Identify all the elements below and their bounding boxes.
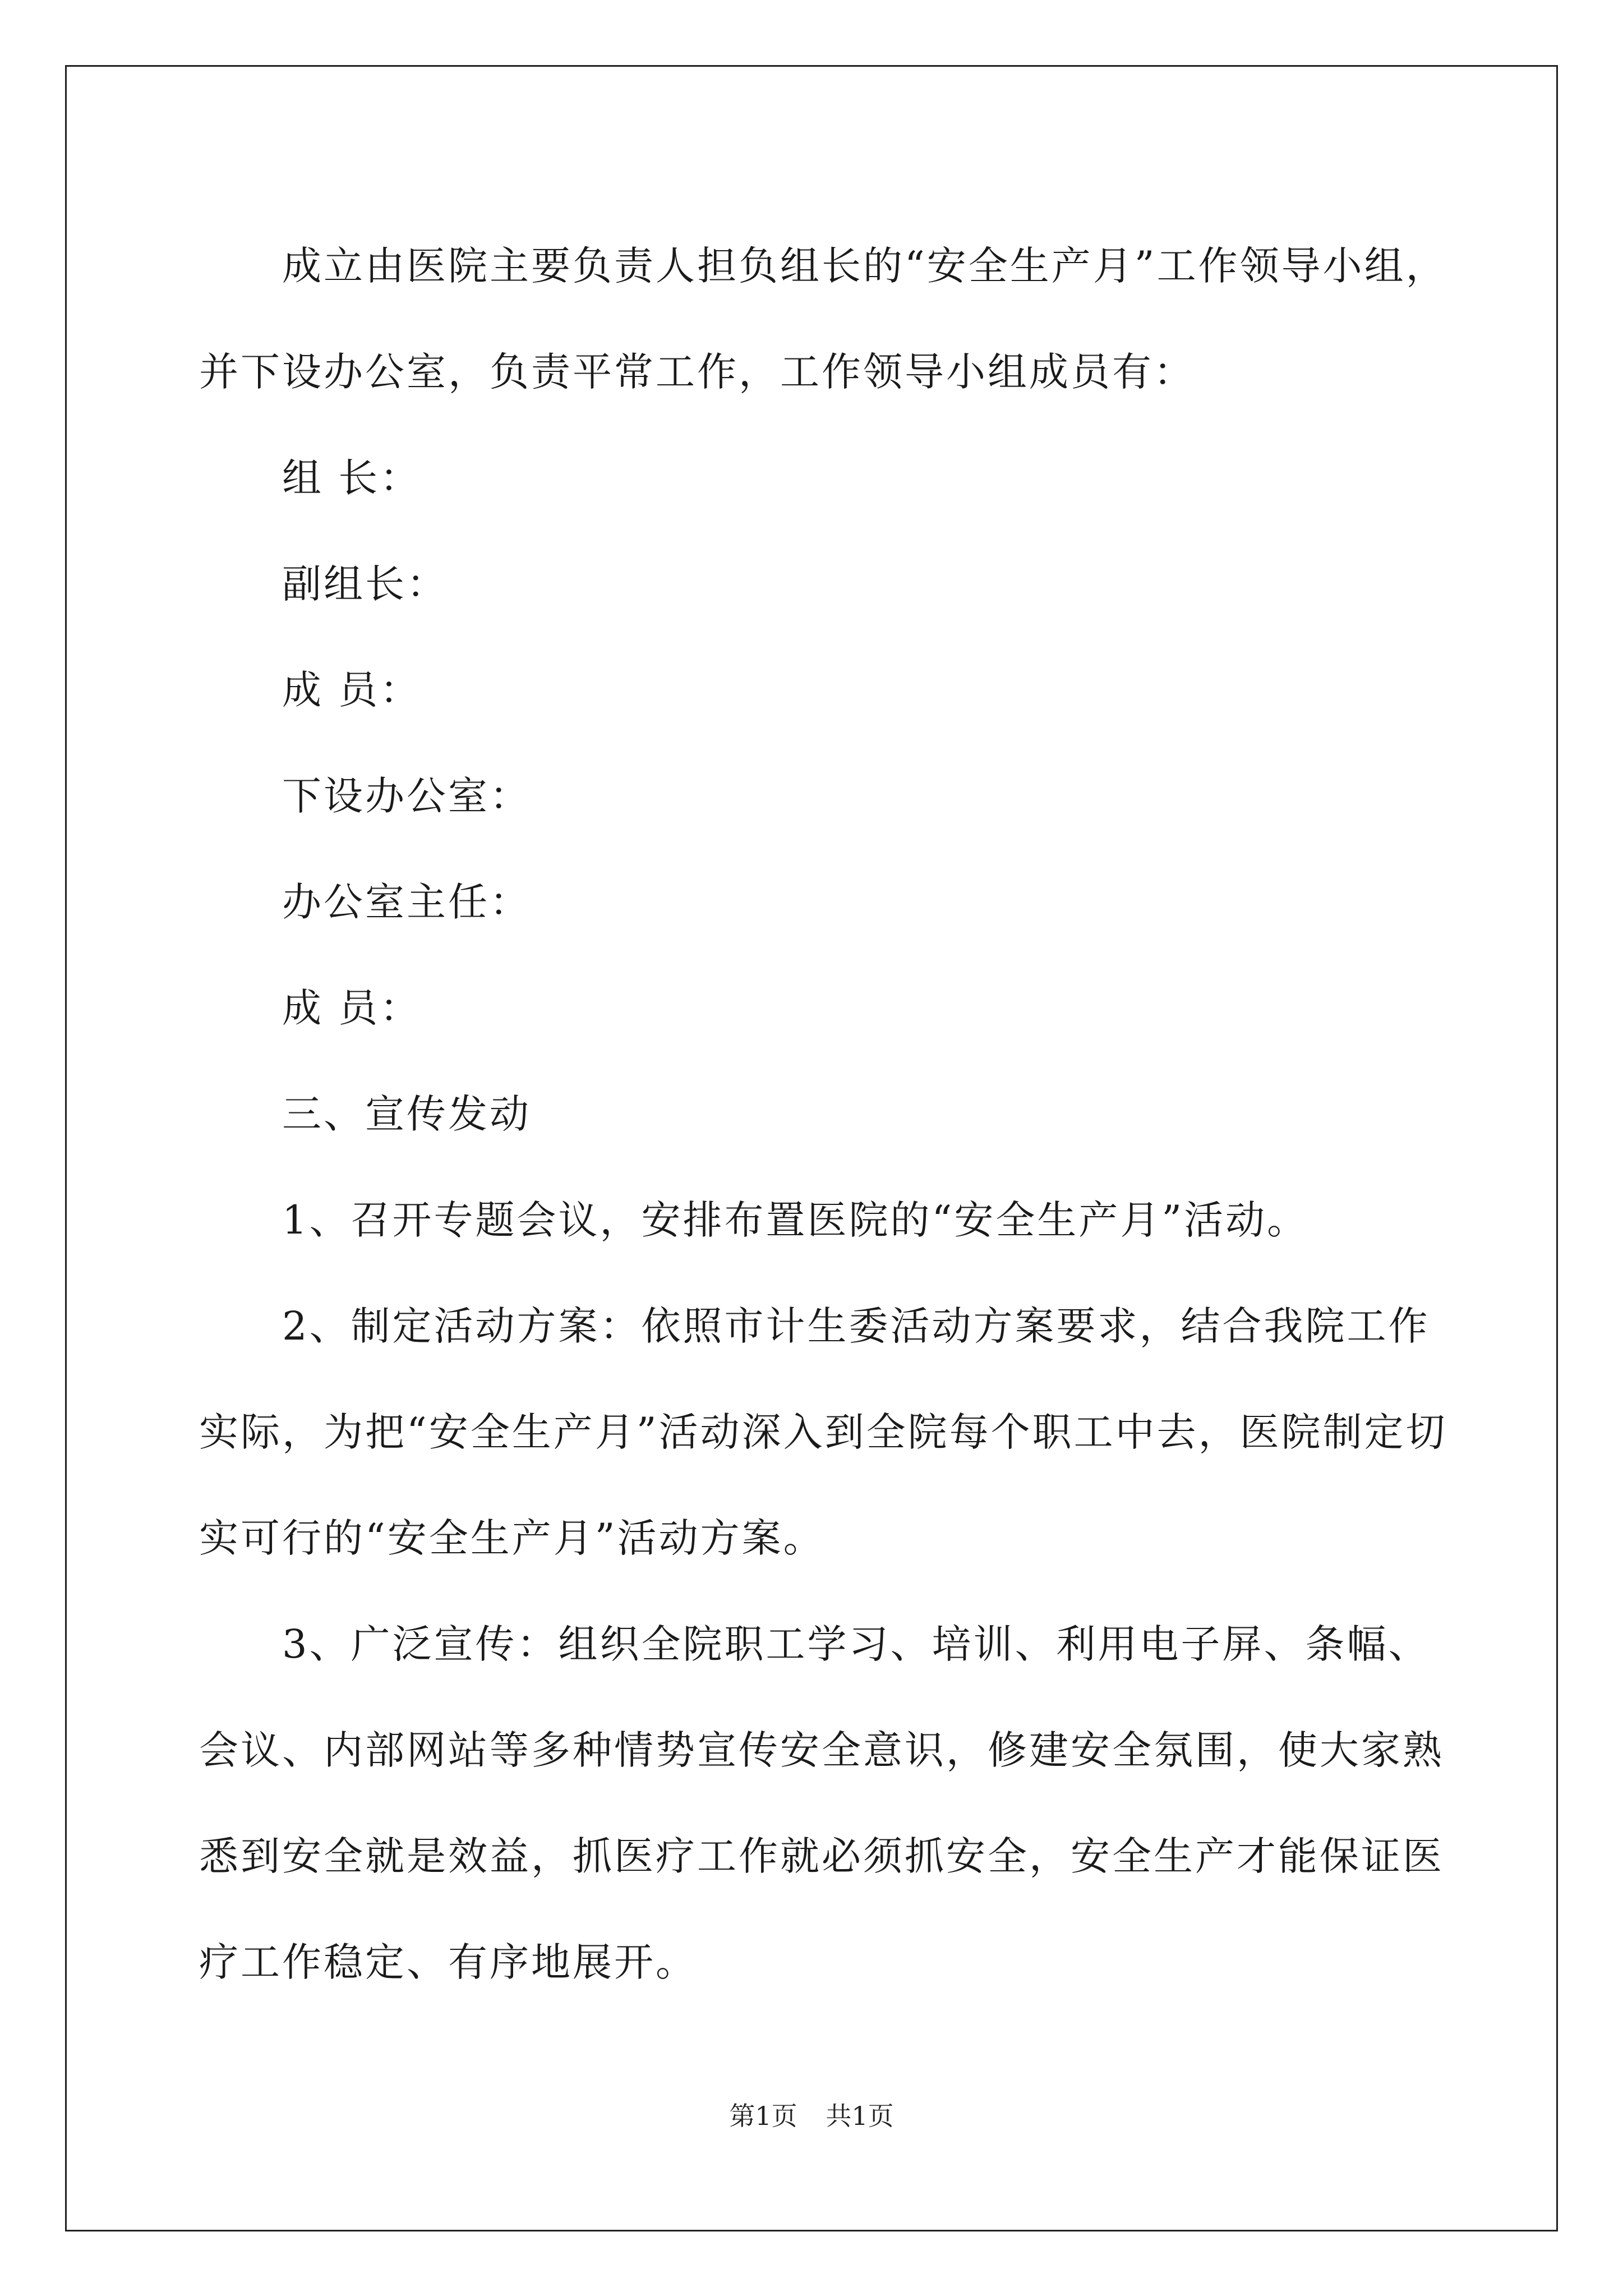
line-group-leader: 组 长：	[282, 455, 422, 501]
page-total: 共1页	[826, 2101, 894, 2131]
paragraph-item-2: 2、制定活动方案：依照市计生委活动方案要求，结合我院工作实际，为把“安全生产月”活动深入到全院每个职工中去，医院制定切实可行的“安全生产月”活动方案。	[199, 1303, 1447, 1561]
line-deputy-leader: 副组长：	[282, 561, 448, 607]
line-office: 下设办公室：	[282, 773, 531, 819]
line-members: 成 员：	[282, 667, 422, 713]
line-office-director: 办公室主任：	[282, 879, 531, 925]
page-footer	[0, 2096, 1623, 2133]
page-number: 第1页	[729, 2101, 797, 2131]
line-office-members: 成 员：	[282, 985, 422, 1031]
paragraph-leadership-group: 成立由医院主要负责人担负组长的“安全生产月”工作领导小组，并下设办公室，负责平常工作，工作领导小组成员有：	[199, 243, 1447, 395]
section-heading-publicity: 三、宣传发动	[282, 1091, 531, 1137]
document-body	[199, 213, 1455, 2016]
paragraph-item-3: 3、广泛宣传：组织全院职工学习、培训、利用电子屏、条幅、会议、内部网站等多种情势宣传安全意识，修建安全氛围，使大家熟悉到安全就是效益，抓医疗工作就必须抓安全，安全生产才能保证医疗工作稳定、有序地展开。	[199, 1621, 1444, 1985]
paragraph-item-1: 1、召开专题会议，安排布置医院的“安全生产月”活动。	[282, 1197, 1309, 1243]
